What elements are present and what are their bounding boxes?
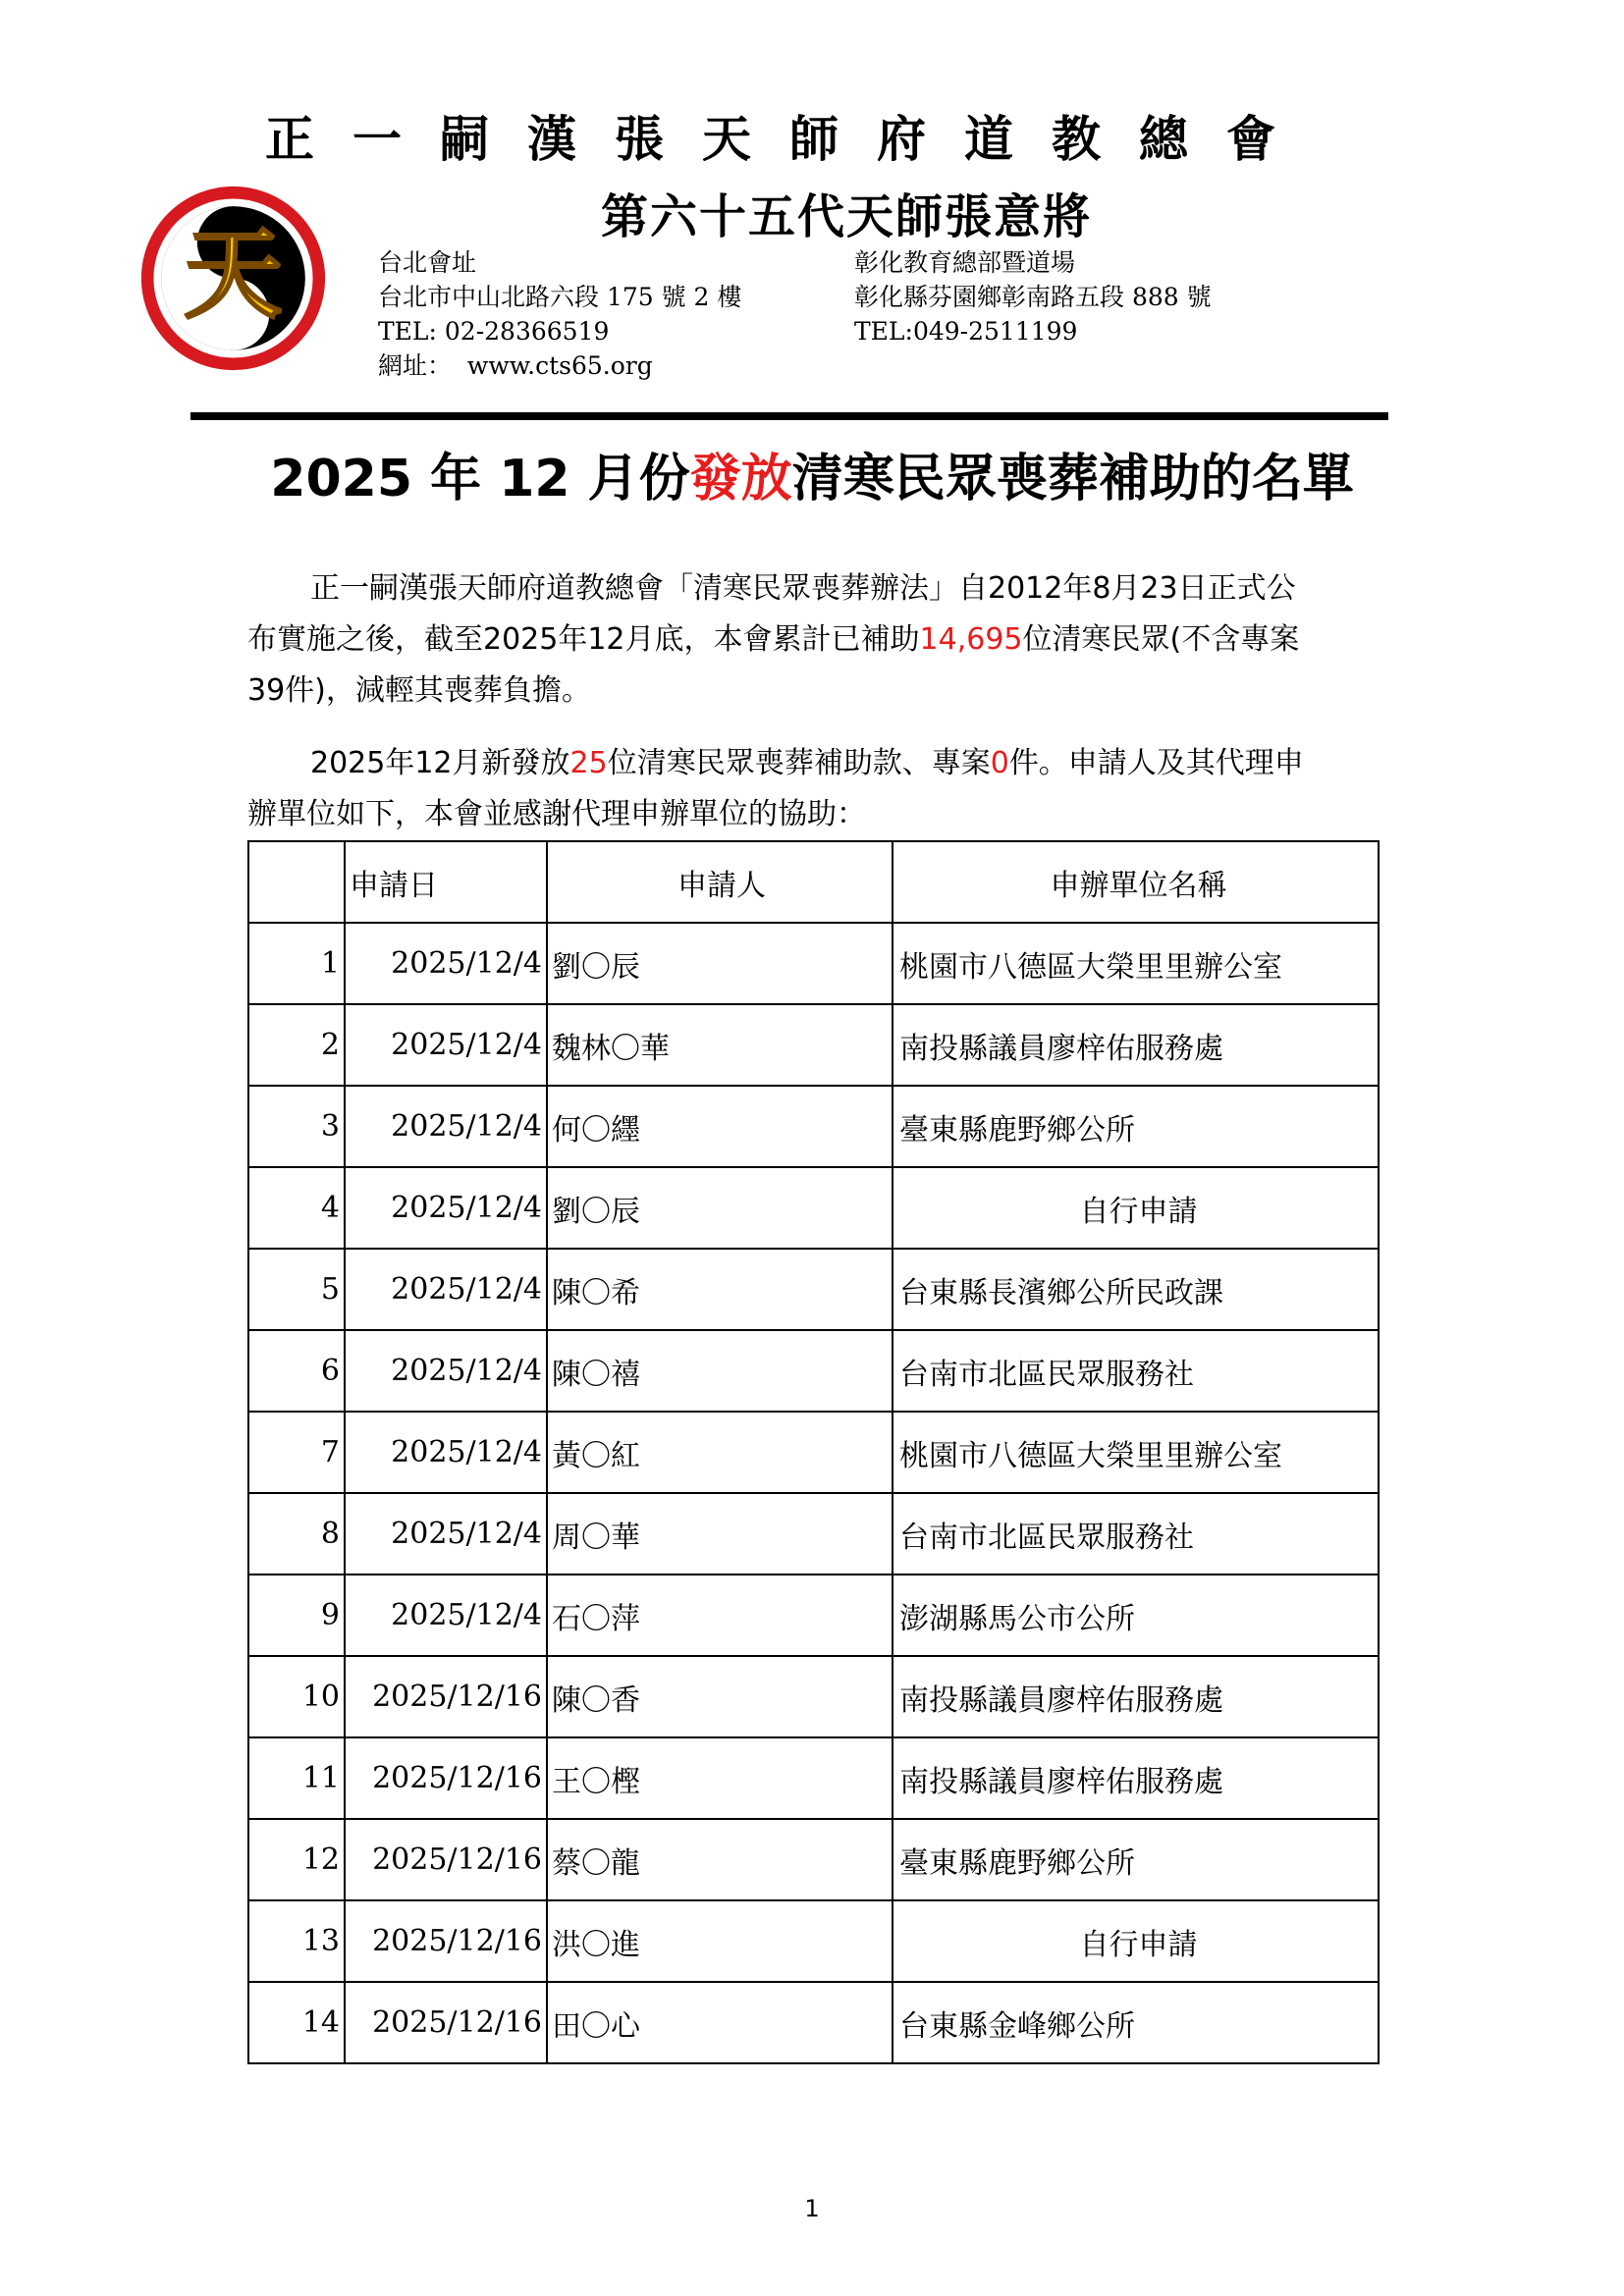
row-unit: 台南市北區民眾服務社 — [893, 1330, 1379, 1412]
header-no — [248, 841, 345, 923]
taipei-label: 台北會址 — [378, 248, 477, 277]
monthly-a: 2025年12月新發放 — [310, 746, 570, 780]
table-row — [248, 1900, 1379, 1982]
row-number: 5 — [248, 1249, 345, 1330]
tianshi-logo — [138, 184, 328, 373]
monthly-line-2: 辦單位如下，本會並感謝代理申辦單位的協助： — [247, 797, 866, 831]
row-number: 11 — [248, 1737, 345, 1819]
row-number: 1 — [248, 923, 345, 1004]
intro-line-3: 39件)，減輕其喪葬負擔。 — [247, 673, 591, 708]
row-unit: 自行申請 — [893, 1900, 1379, 1982]
table-row — [248, 1656, 1379, 1737]
row-unit: 南投縣議員廖梓佑服務處 — [893, 1004, 1379, 1086]
row-unit: 桃園市八德區大榮里里辦公室 — [893, 1412, 1379, 1493]
row-unit: 臺東縣鹿野鄉公所 — [893, 1819, 1379, 1900]
row-applicant: 周〇華 — [547, 1493, 893, 1575]
cumulative-count: 14,695 — [919, 622, 1023, 657]
case-count: 0 — [990, 746, 1009, 780]
monthly-count: 25 — [569, 746, 608, 780]
taipei-address: 台北市中山北路六段 175 號 2 樓 — [378, 283, 742, 311]
row-date: 2025/12/4 — [345, 1493, 547, 1575]
table-header-row — [248, 841, 1379, 923]
page-number: 1 — [804, 2195, 820, 2222]
header-unit: 申辦單位名稱 — [893, 841, 1379, 923]
changhua-address-block — [854, 245, 1212, 348]
taipei-address-block — [378, 245, 741, 383]
row-applicant: 石〇萍 — [547, 1575, 893, 1656]
row-applicant: 何〇纆 — [547, 1086, 893, 1167]
row-date: 2025/12/16 — [345, 1656, 547, 1737]
changhua-address: 彰化縣芬園鄉彰南路五段 888 號 — [854, 283, 1212, 311]
row-applicant: 黃〇紅 — [547, 1412, 893, 1493]
table-row — [248, 1330, 1379, 1412]
website-link[interactable]: www.cts65.org — [466, 351, 653, 380]
row-applicant: 陳〇香 — [547, 1656, 893, 1737]
intro-line-2-a: 布實施之後，截至2025年12月底，本會累計已補助 — [247, 622, 920, 657]
row-number: 8 — [248, 1493, 345, 1575]
intro-line-2-b: 位清寒民眾(不含專案 — [1022, 622, 1300, 657]
row-applicant: 劉〇辰 — [547, 923, 893, 1004]
row-unit: 台南市北區民眾服務社 — [893, 1493, 1379, 1575]
row-number: 13 — [248, 1900, 345, 1982]
row-date: 2025/12/16 — [345, 1982, 547, 2063]
header-applicant: 申請人 — [547, 841, 893, 923]
intro-paragraph — [247, 563, 1386, 717]
changhua-tel: TEL:049-2511199 — [854, 317, 1078, 346]
website-line — [378, 348, 741, 383]
row-date: 2025/12/16 — [345, 1900, 547, 1982]
row-date: 2025/12/4 — [345, 1086, 547, 1167]
row-date: 2025/12/4 — [345, 1249, 547, 1330]
org-subtitle: 第六十五代天師張意將 — [601, 189, 1093, 244]
table-row — [248, 923, 1379, 1004]
row-date: 2025/12/4 — [345, 1330, 547, 1412]
row-unit: 桃園市八德區大榮里里辦公室 — [893, 923, 1379, 1004]
row-unit: 南投縣議員廖梓佑服務處 — [893, 1737, 1379, 1819]
changhua-label: 彰化教育總部暨道場 — [854, 248, 1076, 277]
intro-line-1: 正一嗣漢張天師府道教總會「清寒民眾喪葬辦法」自2012年8月23日正式公 — [310, 571, 1296, 606]
row-applicant: 田〇心 — [547, 1982, 893, 2063]
row-date: 2025/12/16 — [345, 1819, 547, 1900]
row-date: 2025/12/4 — [345, 923, 547, 1004]
row-applicant: 洪〇進 — [547, 1900, 893, 1982]
row-unit: 澎湖縣馬公市公所 — [893, 1575, 1379, 1656]
monthly-b: 位清寒民眾喪葬補助款、專案 — [607, 746, 991, 780]
row-number: 14 — [248, 1982, 345, 2063]
table-row — [248, 1086, 1379, 1167]
row-number: 3 — [248, 1086, 345, 1167]
table-row — [248, 1575, 1379, 1656]
table-row — [248, 1167, 1379, 1249]
row-date: 2025/12/16 — [345, 1737, 547, 1819]
monthly-line-1 — [247, 738, 1386, 789]
row-number: 7 — [248, 1412, 345, 1493]
row-applicant: 蔡〇龍 — [547, 1819, 893, 1900]
table-row — [248, 1493, 1379, 1575]
logo-character: 天 — [184, 216, 283, 333]
row-number: 6 — [248, 1330, 345, 1412]
header-divider — [190, 412, 1388, 420]
row-number: 2 — [248, 1004, 345, 1086]
row-number: 4 — [248, 1167, 345, 1249]
row-date: 2025/12/4 — [345, 1167, 547, 1249]
org-title: 正一嗣漢張天師府道教總會 — [265, 110, 1314, 168]
row-unit: 自行申請 — [893, 1167, 1379, 1249]
row-applicant: 王〇樫 — [547, 1737, 893, 1819]
row-unit: 台東縣金峰鄉公所 — [893, 1982, 1379, 2063]
intro-line-2 — [247, 614, 1386, 666]
table-row — [248, 1737, 1379, 1819]
row-applicant: 魏林〇華 — [547, 1004, 893, 1086]
row-applicant: 陳〇禧 — [547, 1330, 893, 1412]
row-unit: 南投縣議員廖梓佑服務處 — [893, 1656, 1379, 1737]
row-date: 2025/12/4 — [345, 1004, 547, 1086]
monthly-c: 件。申請人及其代理申 — [1008, 746, 1304, 780]
title-suffix: 清寒民眾喪葬補助的名單 — [791, 450, 1354, 508]
website-label: 網址： — [378, 351, 453, 380]
recipient-table — [247, 840, 1380, 2064]
header-date: 申請日 — [345, 841, 547, 923]
row-date: 2025/12/4 — [345, 1412, 547, 1493]
table-row — [248, 1249, 1379, 1330]
row-number: 12 — [248, 1819, 345, 1900]
monthly-paragraph — [247, 738, 1386, 840]
title-highlight: 發放 — [689, 450, 792, 508]
table-row — [248, 1982, 1379, 2063]
row-number: 9 — [248, 1575, 345, 1656]
row-number: 10 — [248, 1656, 345, 1737]
title-prefix: 2025 年 12 月份 — [270, 450, 690, 508]
row-applicant: 劉〇辰 — [547, 1167, 893, 1249]
table-row — [248, 1004, 1379, 1086]
row-unit: 台東縣長濱鄉公所民政課 — [893, 1249, 1379, 1330]
row-date: 2025/12/4 — [345, 1575, 547, 1656]
row-applicant: 陳〇希 — [547, 1249, 893, 1330]
table-row — [248, 1412, 1379, 1493]
row-unit: 臺東縣鹿野鄉公所 — [893, 1086, 1379, 1167]
page-title — [0, 437, 1624, 510]
taipei-tel: TEL: 02-28366519 — [378, 317, 610, 346]
table-row — [248, 1819, 1379, 1900]
